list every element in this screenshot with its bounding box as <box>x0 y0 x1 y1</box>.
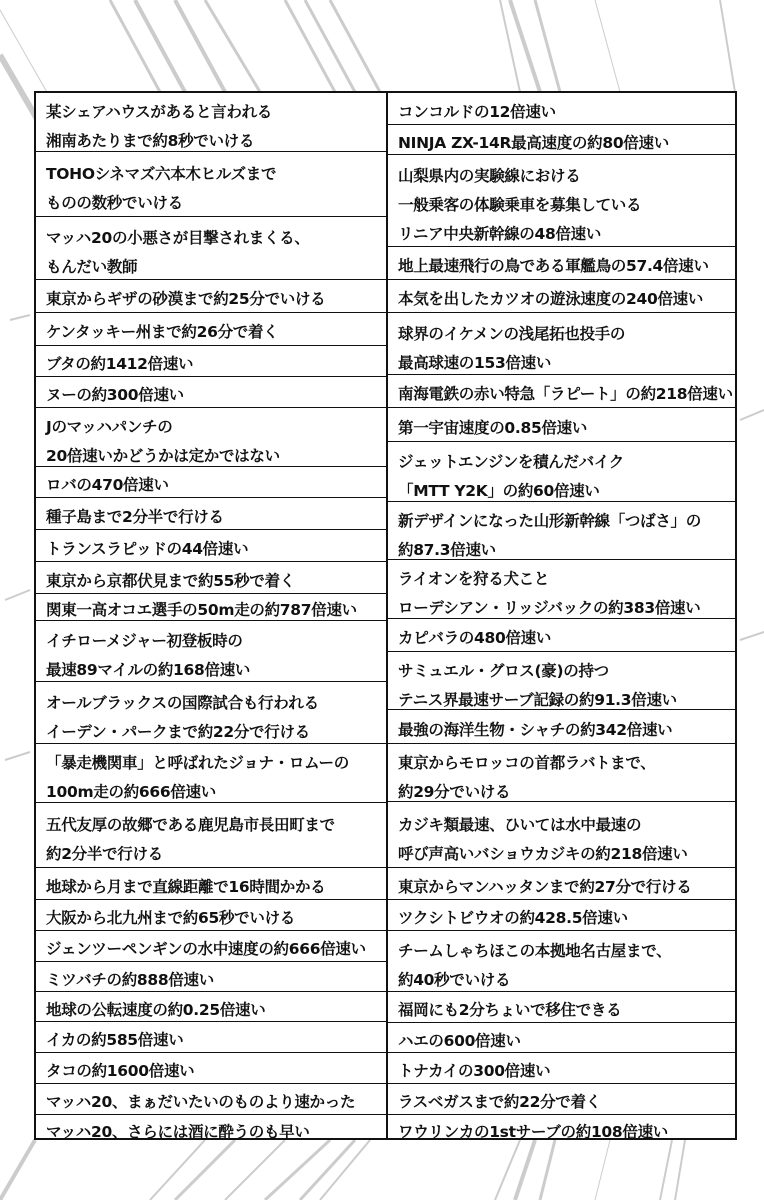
cell-text-line: ロバの470倍速い <box>46 476 169 494</box>
table-cell <box>388 744 735 802</box>
cell-text-line: 呼び声高いバショウカジキの約218倍速い <box>398 844 688 863</box>
cell-text-line: 地球の公転速度の約0.25倍速い <box>46 1000 266 1019</box>
table-cell <box>388 710 735 744</box>
table-cell <box>36 868 386 900</box>
table-cell <box>36 377 386 408</box>
cell-text-line: カジキ類最速、ひいては水中最速の <box>398 815 642 834</box>
cell-text-line: NINJA ZX-14R最高速度の約80倍速い <box>398 133 669 152</box>
table-cell <box>388 1023 735 1053</box>
cell-text-line: 「MTT Y2K」の約60倍速い <box>398 481 600 500</box>
cell-text-line: ライオンを狩る犬こと <box>398 570 550 588</box>
table-cell <box>388 1084 735 1115</box>
cell-text-line: ジェンツーペンギンの水中速度の約666倍速い <box>46 940 366 958</box>
cell-text-line: リニア中央新幹線の48倍速い <box>398 225 602 243</box>
table-cell <box>36 931 386 962</box>
cell-text-line: 某シェアハウスがあると言われる <box>46 103 272 121</box>
cell-text-line: ケンタッキー州まで約26分で着く <box>46 323 279 341</box>
cell-text-line: 約87.3倍速い <box>398 540 496 559</box>
table-cell <box>388 652 735 710</box>
cell-text-line: 約40秒でいける <box>398 971 511 989</box>
cell-text-line: テニス界最速サーブ記録の約91.3倍速い <box>398 690 677 709</box>
cell-text-line: トナカイの300倍速い <box>398 1062 551 1080</box>
cell-text-line: 東京から京都伏見まで約55秒で着く <box>46 571 295 590</box>
cell-text-line: ブタの約1412倍速い <box>46 355 194 373</box>
table-cell <box>36 498 386 530</box>
cell-text-line: 南海電鉄の赤い特急「ラピート」の約218倍速い <box>398 385 733 403</box>
cell-text-line: ツクシトビウオの約428.5倍速い <box>398 909 628 927</box>
cell-text-line: Jのマッハパンチの <box>46 418 173 436</box>
table-cell <box>36 346 386 377</box>
cell-text-line: 地上最速飛行の鳥である軍艦鳥の57.4倍速い <box>398 257 709 275</box>
table-cell <box>388 313 735 375</box>
table-cell <box>388 125 735 155</box>
cell-text-line: カピバラの480倍速い <box>398 629 552 647</box>
table-cell <box>36 408 386 467</box>
cell-text-line: 第一宇宙速度の0.85倍速い <box>398 418 588 437</box>
table-cell <box>36 562 386 594</box>
table-cell <box>388 442 735 502</box>
cell-text-line: TOHOシネマズ六本木ヒルズまで <box>46 165 277 183</box>
table-cell <box>36 217 386 280</box>
cell-text-line: オールブラックスの国際試合も行われる <box>46 693 319 712</box>
cell-text-line: 湘南あたりまで約8秒でいける <box>46 132 255 150</box>
table-cell <box>388 502 735 560</box>
table-cell <box>36 803 386 868</box>
cell-text-line: ローデシアン・リッジバックの約383倍速い <box>398 599 701 617</box>
table-cell <box>388 868 735 900</box>
table-cell <box>36 744 386 803</box>
table-cell <box>36 467 386 498</box>
table-cell <box>36 594 386 621</box>
cell-text-line: 山梨県内の実験線における <box>398 167 581 185</box>
cell-text-line: 東京からギザの砂漠まで約25分でいける <box>46 290 326 308</box>
table-cell <box>36 962 386 992</box>
cell-text-line: イカの約585倍速い <box>46 1031 184 1049</box>
cell-text-line: ものの数秒でいける <box>46 194 183 212</box>
cell-text-line: 福岡にも2分ちょいで移住できる <box>398 1001 622 1019</box>
cell-text-line: イーデン・パークまで約22分で行ける <box>46 722 310 741</box>
cell-text-line: 最強の海洋生物・シャチの約342倍速い <box>398 720 673 739</box>
cell-text-line: もんだい教師 <box>46 258 138 276</box>
cell-text-line: マッハ20、さらには酒に酔うのも早い <box>46 1122 310 1141</box>
cell-text-line: ジェットエンジンを積んだバイク <box>398 452 624 471</box>
table-cell <box>36 682 386 744</box>
table-cell <box>388 375 735 408</box>
table-cell <box>388 560 735 619</box>
cell-text-line: 一般乗客の体験乗車を募集している <box>398 196 642 214</box>
cell-text-line: 20倍速いかどうかは定かではない <box>46 447 280 465</box>
cell-text-line: 新デザインになった山形新幹線「つばさ」の <box>398 511 701 530</box>
comparison-table <box>34 91 737 1140</box>
cell-text-line: コンコルドの12倍速い <box>398 102 556 121</box>
left-column <box>36 93 388 1141</box>
cell-text-line: マッハ20の小悪さが目撃されまくる、 <box>46 229 310 247</box>
right-column <box>388 93 735 1141</box>
cell-text-line: サミュエル・グロス(豪)の持つ <box>398 661 609 680</box>
cell-text-line: 地球から月まで直線距離で16時間かかる <box>46 877 326 896</box>
cell-text-line: トランスラピッドの44倍速い <box>46 539 249 558</box>
cell-text-line: マッハ20、まぁだいたいのものより速かった <box>46 1093 356 1111</box>
cell-text-line: ヌーの約300倍速い <box>46 386 184 404</box>
table-cell <box>36 992 386 1022</box>
cell-text-line: ハエの600倍速い <box>398 1031 521 1050</box>
cell-text-line: 大阪から北九州まで約65秒でいける <box>46 909 295 927</box>
table-cell <box>388 1115 735 1142</box>
cell-text-line: 約2分半で行ける <box>46 845 163 863</box>
cell-text-line: 関東一高オコエ選手の50m走の約787倍速い <box>46 601 357 619</box>
table-cell <box>36 530 386 562</box>
cell-text-line: 種子島まで2分半で行ける <box>46 507 224 526</box>
table-cell <box>388 93 735 125</box>
table-cell <box>36 313 386 346</box>
cell-text-line: 最速89マイルの約168倍速い <box>46 661 251 679</box>
table-cell <box>388 900 735 931</box>
cell-text-line: 球界のイケメンの浅尾拓也投手の <box>398 324 626 343</box>
cell-text-line: 100m走の約666倍速い <box>46 783 216 801</box>
table-cell <box>36 621 386 682</box>
cell-text-line: イチローメジャー初登板時の <box>46 632 243 650</box>
table-cell <box>36 1115 386 1142</box>
table-cell <box>36 93 386 152</box>
cell-text-line: タコの約1600倍速い <box>46 1062 195 1080</box>
cell-text-line: 東京からマンハッタンまで約27分で行ける <box>398 877 692 896</box>
table-cell <box>388 247 735 280</box>
cell-text-line: ラスベガスまで約22分で着く <box>398 1093 601 1111</box>
table-cell <box>36 1053 386 1084</box>
table-cell <box>36 152 386 217</box>
table-cell <box>36 900 386 931</box>
cell-text-line: 東京からモロッコの首都ラバトまで、 <box>398 753 656 772</box>
table-cell <box>388 1053 735 1084</box>
table-cell <box>36 280 386 313</box>
table-cell <box>388 931 735 992</box>
cell-text-line: 本気を出したカツオの遊泳速度の240倍速い <box>398 290 704 308</box>
table-cell <box>388 802 735 868</box>
cell-text-line: 約29分でいける <box>398 782 511 801</box>
cell-text-line: 五代友厚の故郷である鹿児島市長田町まで <box>46 816 335 834</box>
cell-text-line: 「暴走機関車」と呼ばれたジョナ・ロムーの <box>46 754 349 772</box>
cell-text-line: チームしゃちほこの本拠地名古屋まで、 <box>398 942 672 960</box>
table-cell <box>388 992 735 1023</box>
cell-text-line: ミツバチの約888倍速い <box>46 970 214 989</box>
table-cell <box>388 619 735 652</box>
cell-text-line: 最高球速の153倍速い <box>398 353 552 372</box>
table-cell <box>388 155 735 247</box>
table-cell <box>388 280 735 313</box>
cell-text-line: ワウリンカの1stサーブの約108倍速い <box>398 1122 669 1141</box>
table-cell <box>36 1022 386 1053</box>
table-cell <box>36 1084 386 1115</box>
table-cell <box>388 408 735 442</box>
